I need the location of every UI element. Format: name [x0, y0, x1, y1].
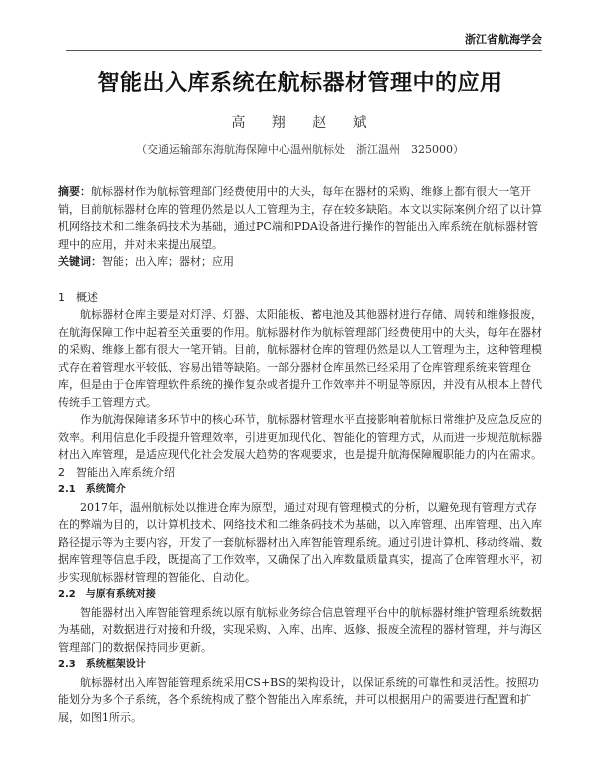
abstract — [58, 183, 542, 253]
section-2-3-heading: 2.3 系统框架设计 — [58, 659, 146, 670]
section-1-paragraph-2: 作为航海保障诸多环节中的核心环节，航标器材管理水平直接影响着航标日常维护及应急反应的效率。利用信息化手段提升管理效率，引进更加现代化、智能化的管理方式，从而进一步规范航标器材出入库管理，是适应现代化社会发展大趋势的客观要求，也是提升航海保障履职能力的内在需求。 — [58, 413, 542, 461]
section-2-heading: 2 智能出入库系统介绍 — [58, 465, 175, 479]
abstract-text: 航标器材作为航标管理部门经费使用中的大头，每年在器材的采购、维修上都有很大一笔开销，目前航标器材仓库的管理仍然是以人工管理为主，存在较多缺陷。本文以实际案例介绍了以计算机网络技术和二维条码技术为基础，通过PC端和PDA设备进行操作的智能出入库系统在航标器材管理中的应用，并对未来提出展望。 — [58, 185, 542, 251]
affiliation: （交通运输部东海航海保障中心温州航标处 浙江温州 325000） — [136, 143, 464, 156]
section-2-2-heading: 2.2 与原有系统对接 — [58, 589, 156, 600]
article-title: 智能出入库系统在航标器材管理中的应用 — [97, 71, 503, 96]
section-2-2-paragraph: 智能器材出入库智能管理系统以原有航标业务综合信息管理平台中的航标器材维护管理系统数据为基础，对数据进行对接和升级，实现采购、入库、出库、返修、报废全流程的器材管理，并与海区管理部门的数据保持同步更新。 — [58, 605, 542, 654]
keywords-text: 智能；出入库；器材；应用 — [102, 255, 234, 268]
abstract-label: 摘要： — [58, 185, 91, 198]
section-1-paragraph-1: 航标器材仓库主要是对灯浮、灯器、太阳能板、蓄电池及其他器材进行存储、周转和维修报废，在航海保障工作中起着至关重要的作用。航标器材作为航标管理部门经费使用中的大头，每年在器材的采购、维修上都有很大一笔开销。目前，航标器材仓库的管理仍然是以人工管理为主，这种管理模式存在着管理水平较低、容易出错等缺陷。一部分器材仓库虽然已经采用了仓库管理系统来管理仓库，但是由于仓库管理软件系统的操作复杂或者提升工作效率并不明显等原因，并没有从根本上替代传统手工管理方式。 — [58, 308, 542, 409]
section-1-heading: 1 概述 — [58, 290, 98, 304]
journal-name: 浙江省航海学会 — [465, 33, 542, 46]
section-2-3-paragraph: 航标器材出入库智能管理系统采用CS+BS的架构设计，以保证系统的可靠性和灵活性。按照功能划分为多个子系统，各个系统构成了整个智能出入库系统，并可以根据用户的需要进行配置和扩展，如图1所示。 — [58, 675, 539, 724]
authors: 高 翔 赵 斌 — [231, 115, 369, 131]
section-2-1-heading: 2.1 系统简介 — [58, 484, 126, 495]
section-2-1-paragraph: 2017年，温州航标处以推进仓库为原型，通过对现有管理模式的分析，以避免现有管理方式存在的弊端为目的，以计算机技术、网络技术和二维条码技术为基础，以入库管理、出库管理、出入库路径提示等为主要内容，开发了一套航标器材出入库智能管理系统。通过引进计算机、移动终端、数据库管理等信息手段，既提高了工作效率，又确保了出入库数量质量真实，提高了仓库管理水平，初步实现航标器材管理的智能化、自动化。 — [58, 500, 542, 584]
header-rule — [66, 50, 542, 51]
abstract-block — [58, 183, 542, 726]
keywords-label: 关键词： — [58, 255, 102, 268]
keywords — [58, 253, 542, 271]
